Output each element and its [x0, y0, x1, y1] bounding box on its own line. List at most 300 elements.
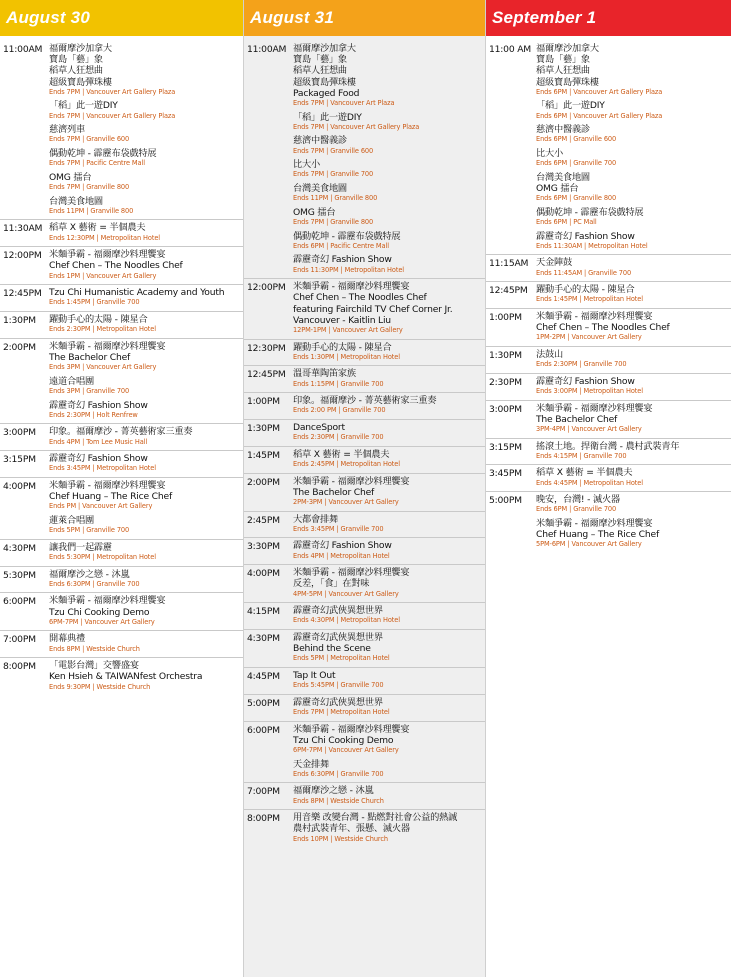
event-meta: Ends 6:30PM | Granville 700 [49, 579, 140, 588]
time-slot [244, 420, 485, 447]
event-title: 福爾摩沙加拿大 [49, 43, 112, 54]
event-meta: Ends 3PM | Vancouver Art Gallery [49, 363, 157, 372]
event-title: 米麵爭霸 - 福爾摩沙料理饗宴 [49, 479, 166, 491]
event-meta: Ends 3:45PM | Metropolitan Hotel [49, 464, 156, 473]
event-title: 福爾摩沙加拿大 [536, 43, 599, 54]
slot-events [293, 724, 485, 780]
event-item [49, 376, 243, 396]
event-meta: Ends 4:15PM | Granville 700 [536, 451, 627, 460]
day-header: August 30 [0, 0, 243, 36]
event-item [293, 540, 485, 560]
slot-time: 7:00PM [3, 634, 36, 646]
event-item [536, 467, 731, 487]
slot-time: 7:00PM [247, 786, 280, 798]
event-item [49, 480, 243, 511]
slot-events [536, 494, 731, 550]
event-meta: Ends 11PM | Granville 800 [293, 194, 378, 203]
slot-events [49, 249, 243, 281]
slot-events [293, 342, 485, 363]
event-meta: 6PM-7PM | Vancouver Art Gallery [49, 617, 155, 626]
slot-time: 12:45PM [3, 288, 42, 300]
event-item [536, 124, 731, 144]
time-slot [0, 631, 243, 658]
slot-time: 11:30AM [3, 223, 43, 235]
event-meta: Ends 8PM | Westside Church [49, 644, 140, 653]
slot-time: 1:30PM [3, 314, 36, 326]
time-slot [486, 439, 731, 466]
time-slot [244, 565, 485, 603]
event-item [536, 494, 731, 514]
event-meta: Ends 1:15PM | Granville 700 [293, 379, 384, 388]
event-title: 農村武裝青年、張懸、滅火器 [293, 823, 410, 835]
slot-time: 11:00 AM [489, 44, 532, 55]
event-item [49, 426, 243, 446]
event-title: 比大小 [293, 159, 320, 171]
event-title: Tap It Out [293, 669, 336, 681]
day-column-sep-1 [486, 0, 731, 977]
event-item [293, 281, 485, 334]
event-title: 超級寶島彈珠樓 [536, 76, 599, 88]
event-item [49, 172, 243, 192]
event-title: 福爾摩沙加拿大 [293, 43, 356, 54]
event-item [536, 441, 731, 461]
slot-time: 4:30PM [247, 632, 280, 644]
time-slot [486, 465, 731, 492]
time-slot [0, 567, 243, 594]
time-slot [0, 540, 243, 567]
time-slot [486, 282, 731, 309]
event-title: 「稻」此一遊DIY [293, 111, 362, 123]
event-title: 印象。福爾摩沙 - 菁英藝術家三重奏 [293, 395, 437, 407]
event-meta: Ends 9:30PM | Westside Church [49, 682, 151, 691]
event-meta: 4PM-5PM | Vancouver Art Gallery [293, 589, 399, 598]
event-title: 超級寶島彈珠樓 [293, 76, 356, 88]
event-meta: Ends 7PM | Granville 700 [293, 170, 374, 179]
event-meta: Ends 6PM | Granville 700 [536, 159, 617, 168]
event-title: 米麵爭霸 - 福爾摩沙料理饗宴 [536, 310, 653, 322]
slot-time: 8:00PM [247, 813, 280, 825]
time-slot [244, 630, 485, 668]
event-title: 「稻」此一遊DIY [49, 100, 118, 112]
event-meta: Ends 2:45PM | Metropolitan Hotel [293, 459, 400, 468]
event-title: 偶動乾坤 - 霹靂布袋戲特展 [49, 148, 157, 159]
slot-time: 12:45PM [247, 369, 286, 381]
slot-events [293, 605, 485, 626]
event-item [536, 257, 731, 277]
time-slot [0, 451, 243, 478]
event-title: 偶動乾坤 - 霹靂布袋戲特展 [293, 230, 401, 242]
event-title: 米麵爭霸 - 福爾摩沙料理饗宴 [536, 517, 653, 529]
time-slot [244, 366, 485, 393]
event-title: OMG 擂台 [293, 206, 336, 218]
event-title: 稻草 X 藝術 = 半個農夫 [536, 467, 633, 479]
event-title: 霹靂奇幻 Fashion Show [49, 453, 148, 465]
time-slot [486, 41, 731, 255]
event-item [293, 342, 485, 362]
event-meta: Ends 7PM | Granville 600 [293, 146, 374, 155]
event-meta: Ends 1:30PM | Metropolitan Hotel [293, 352, 400, 361]
event-title: The Bachelor Chef [49, 351, 131, 363]
event-item [536, 284, 731, 304]
event-item [293, 476, 485, 507]
time-slot [244, 393, 485, 420]
event-meta: 5PM-6PM | Vancouver Art Gallery [536, 540, 642, 549]
event-meta: Ends 7PM | Vancouver Art Gallery Plaza [49, 87, 176, 96]
event-meta: Ends 7PM | Vancouver Art Gallery Plaza [293, 122, 420, 131]
time-slot [0, 339, 243, 425]
time-slot [244, 783, 485, 810]
time-slot [0, 220, 243, 247]
slot-events [536, 257, 731, 278]
time-slot [486, 309, 731, 347]
slot-time: 1:00PM [247, 396, 280, 408]
event-title: Chef Huang – The Rice Chef [49, 491, 172, 503]
time-slot [486, 401, 731, 439]
event-meta: Ends 4:45PM | Metropolitan Hotel [536, 478, 643, 487]
time-slot [244, 810, 485, 847]
event-meta: Ends 6PM | Granville 800 [536, 194, 617, 203]
event-item [293, 231, 485, 251]
event-meta: Ends 7PM | Vancouver Art Gallery Plaza [49, 111, 176, 120]
event-item [49, 249, 243, 280]
slot-time: 6:00PM [3, 596, 36, 608]
slot-time: 3:15PM [489, 441, 522, 453]
event-meta: Ends 7PM | Granville 800 [293, 218, 374, 226]
event-title: 溫哥華陶笛家族 [293, 368, 356, 380]
event-meta: Ends 3:45PM | Granville 700 [293, 524, 384, 533]
time-slot [244, 447, 485, 474]
slot-events [49, 314, 243, 335]
slot-events [536, 467, 731, 488]
slot-events [293, 540, 485, 561]
event-title: 搖滾土地。捍衛台灣 - 農村武裝青年 [536, 440, 680, 452]
slot-events [536, 43, 731, 251]
slot-time: 12:45PM [489, 285, 528, 297]
event-title: 慈濟中醫義診 [293, 135, 347, 147]
event-title: 超級寶島彈珠樓 [49, 76, 112, 88]
event-title: Ken Hsieh & TAIWANfest Orchestra [49, 671, 203, 683]
event-title: 讓我們一起霹靂 [49, 541, 112, 553]
day-header: September 1 [486, 0, 731, 36]
event-item [49, 124, 243, 144]
day-header: August 31 [244, 0, 485, 36]
event-item [293, 670, 485, 690]
event-item [49, 595, 243, 626]
time-slot [244, 474, 485, 512]
event-item [293, 449, 485, 469]
event-title: 台灣美食地圖 [49, 195, 103, 207]
event-meta: Ends 5:45PM | Granville 700 [293, 681, 384, 690]
event-title: 霹靂奇幻 Fashion Show [49, 399, 148, 411]
event-title: 米麵爭霸 - 福爾摩沙料理饗宴 [293, 281, 410, 293]
slot-events [49, 43, 243, 216]
slot-events [536, 441, 731, 462]
event-meta: Ends 6:30PM | Granville 700 [293, 769, 384, 778]
event-item [293, 785, 485, 805]
event-item [49, 196, 243, 216]
slot-events [49, 287, 243, 308]
event-item [293, 183, 485, 203]
event-meta: Ends 2:30PM | Holt Renfrew [49, 410, 138, 419]
slot-time: 1:00PM [489, 311, 522, 323]
time-slot [244, 512, 485, 539]
event-item [536, 231, 731, 251]
event-title: 用音樂 改變台灣 - 點燃對社會公益的熱誠 [293, 812, 458, 824]
event-item [293, 254, 485, 274]
event-title: 米麵爭霸 - 福爾摩沙料理饗宴 [293, 567, 410, 579]
event-title: 台灣美食地圖 [293, 183, 347, 194]
event-title: 福爾摩沙之戀 - 沐嵐 [49, 568, 130, 580]
event-title: Chef Chen – The Noodles Chef [293, 292, 427, 304]
slot-time: 12:00PM [3, 250, 42, 262]
event-item [49, 542, 243, 562]
event-item [293, 697, 485, 717]
time-slot [244, 538, 485, 565]
slot-time: 4:30PM [3, 542, 36, 554]
time-slot [244, 668, 485, 695]
slot-events [293, 422, 485, 443]
time-slot [486, 492, 731, 553]
slot-events [293, 812, 485, 844]
slot-time: 1:45PM [247, 449, 280, 461]
day-column-aug-31 [243, 0, 486, 977]
event-title: 稻草 X 藝術 = 半個農夫 [293, 448, 390, 460]
event-item [293, 605, 485, 625]
slot-time: 3:45PM [489, 468, 522, 480]
event-title: 福爾摩沙之戀 - 沐嵐 [293, 785, 374, 797]
event-item [293, 567, 485, 598]
slot-events [293, 697, 485, 718]
time-slot [0, 285, 243, 312]
slot-time: 12:00PM [247, 282, 286, 294]
time-slot [244, 695, 485, 722]
event-title: 霹靂奇幻 Fashion Show [293, 254, 392, 266]
event-meta: Ends 2:30PM | Granville 700 [293, 433, 384, 442]
event-item [293, 159, 485, 179]
slot-time: 2:00PM [247, 476, 280, 488]
event-meta: Ends 11:30AM | Metropolitan Hotel [536, 241, 648, 250]
event-item [536, 311, 731, 342]
slot-events [293, 43, 485, 275]
event-meta: Ends 1:45PM | Metropolitan Hotel [536, 295, 643, 304]
slot-time: 1:30PM [247, 422, 280, 434]
event-meta: Ends 7PM | Vancouver Art Plaza [293, 99, 395, 108]
event-item [536, 172, 731, 203]
event-meta: Ends 1:45PM | Granville 700 [49, 298, 140, 307]
slot-time: 4:00PM [3, 480, 36, 492]
event-title: 比大小 [536, 148, 563, 159]
event-meta: 1PM-2PM | Vancouver Art Gallery [536, 333, 642, 342]
event-meta: Ends 6PM | Vancouver Art Gallery Plaza [536, 87, 663, 96]
event-item [293, 43, 485, 108]
slot-events [293, 514, 485, 535]
event-title: 慈濟中醫義診 [536, 124, 590, 136]
slot-time: 5:00PM [489, 495, 522, 507]
time-slot [244, 340, 485, 367]
time-slot [486, 374, 731, 401]
slot-time: 2:00PM [3, 341, 36, 353]
event-item [49, 43, 243, 96]
event-title: 印象。福爾摩沙 - 菁英藝術家三重奏 [49, 426, 193, 438]
slot-events [49, 569, 243, 590]
slot-time: 2:30PM [489, 376, 522, 388]
slot-events [49, 453, 243, 474]
event-meta: Ends 7PM | Pacific Centre Mall [49, 159, 145, 168]
event-item [293, 135, 485, 155]
event-title: 寶島「藝」象 [49, 54, 103, 66]
event-title: 稻草 X 藝術 = 半個農夫 [49, 222, 146, 234]
time-slot [0, 658, 243, 695]
event-title: 偶動乾坤 - 霹靂布袋戲特展 [536, 206, 644, 218]
event-meta: Ends 1PM | Vancouver Art Gallery [49, 271, 157, 280]
slot-time: 4:45PM [247, 670, 280, 682]
event-title: OMG 擂台 [49, 171, 92, 183]
event-title: Tzu Chi Cooking Demo [293, 734, 394, 746]
slot-events [49, 222, 243, 243]
time-slot [0, 593, 243, 631]
event-meta: Ends 6PM | Pacific Centre Mall [293, 241, 389, 250]
slot-events [536, 349, 731, 370]
slot-time: 2:45PM [247, 514, 280, 526]
event-item [49, 400, 243, 420]
event-title: 寶島「藝」象 [536, 54, 590, 66]
event-meta: Ends 11:45AM | Granville 700 [536, 268, 632, 277]
event-item [293, 759, 485, 779]
slot-time: 11:00AM [3, 44, 43, 55]
event-title: DanceSport [293, 421, 345, 433]
slot-events [536, 311, 731, 343]
slot-events [293, 449, 485, 470]
event-meta: Ends 8PM | Westside Church [293, 796, 384, 805]
slot-events [293, 567, 485, 599]
event-item [293, 207, 485, 227]
event-item [536, 376, 731, 396]
event-item [536, 518, 731, 549]
time-slot [486, 347, 731, 374]
event-title: Packaged Food [293, 87, 360, 99]
event-title: Chef Chen – The Noodles Chef [536, 322, 670, 334]
slot-events [49, 633, 243, 654]
slot-time: 5:30PM [3, 569, 36, 581]
time-slot [244, 41, 485, 279]
event-item [49, 515, 243, 535]
event-item [536, 403, 731, 434]
event-title: 米麵爭霸 - 福爾摩沙料理饗宴 [49, 340, 166, 352]
time-slot [0, 424, 243, 451]
schedule-list [0, 36, 243, 695]
slot-time: 3:15PM [3, 454, 36, 466]
event-title: 寶島「藝」象 [293, 54, 347, 66]
event-meta: Ends 11:30PM | Metropolitan Hotel [293, 265, 405, 274]
event-meta: Ends 4:30PM | Metropolitan Hotel [293, 616, 400, 625]
event-title: OMG 擂台 [536, 183, 579, 194]
time-slot [0, 41, 243, 220]
event-meta: 6PM-7PM | Vancouver Art Gallery [293, 745, 399, 754]
event-title: 天金陣鼓 [536, 257, 572, 269]
event-item [293, 514, 485, 534]
event-item [49, 222, 243, 242]
event-meta: Ends 5:30PM | Metropolitan Hotel [49, 552, 156, 561]
event-meta: Ends 12:30PM | Metropolitan Hotel [49, 233, 161, 242]
event-meta: Ends 6PM | Granville 600 [536, 135, 617, 144]
event-item [49, 148, 243, 168]
event-title: 「電影台灣」交響盛宴 [49, 660, 139, 672]
event-item [293, 112, 485, 132]
event-title: 霹靂奇幻武俠異想世界 [293, 605, 383, 617]
event-title: 米麵爭霸 - 福爾摩沙料理饗宴 [49, 249, 166, 261]
event-meta: Ends 4PM | Tom Lee Music Hall [49, 437, 148, 446]
event-title: 霹靂奇幻武俠異想世界 [293, 696, 383, 708]
event-title: 大都會排舞 [293, 513, 338, 525]
time-slot [244, 603, 485, 630]
schedule-list [244, 36, 485, 847]
event-title: 稻草人狂想曲 [49, 65, 103, 77]
event-title: 開幕典禮 [49, 633, 85, 645]
event-title: 反差，「食」在對味 [293, 578, 370, 590]
event-title: 天金排舞 [293, 758, 329, 770]
time-slot [0, 247, 243, 285]
event-title: 稻草人狂想曲 [293, 65, 347, 77]
time-slot [486, 255, 731, 282]
event-title: 霹靂奇幻 Fashion Show [293, 540, 392, 552]
event-meta: Ends 3PM | Granville 700 [49, 386, 130, 395]
event-meta: Ends 7PM | Granville 600 [49, 135, 130, 144]
slot-events [293, 785, 485, 806]
slot-events [293, 670, 485, 691]
slot-time: 12:30PM [247, 342, 286, 354]
slot-time: 4:00PM [247, 568, 280, 580]
time-slot [244, 279, 485, 339]
event-title: Tzu Chi Humanistic Academy and Youth [49, 287, 225, 299]
event-item [293, 812, 485, 843]
schedule-list [486, 36, 731, 553]
event-title: 晚安，台灣! - 滅火器 [536, 494, 620, 506]
event-title: 蓮萊合唱團 [49, 514, 94, 526]
slot-events [49, 341, 243, 421]
event-meta: Ends PM | Vancouver Art Gallery [49, 502, 153, 511]
slot-events [536, 284, 731, 305]
event-item [536, 43, 731, 96]
event-title: 台灣美食地圖 [536, 171, 590, 183]
time-slot [0, 312, 243, 339]
event-item [293, 632, 485, 663]
event-title: featuring Fairchild TV Chef Corner Jr. [293, 303, 453, 315]
event-item [293, 422, 485, 442]
event-meta: 2PM-3PM | Vancouver Art Gallery [293, 497, 399, 506]
slot-time: 6:00PM [247, 724, 280, 736]
slot-events [49, 660, 243, 692]
event-title: 米麵爭霸 - 福爾摩沙料理饗宴 [49, 595, 166, 607]
event-item [536, 349, 731, 369]
event-meta: Ends 5PM | Metropolitan Hotel [293, 654, 390, 663]
event-title: 米麵爭霸 - 福爾摩沙料理饗宴 [293, 723, 410, 735]
event-meta: Ends 2:30PM | Granville 700 [536, 360, 627, 369]
slot-events [536, 403, 731, 435]
event-meta: Ends 6PM | Vancouver Art Gallery Plaza [536, 111, 663, 120]
event-title: Behind the Scene [293, 643, 371, 655]
slot-events [293, 476, 485, 508]
event-item [49, 100, 243, 120]
slot-time: 3:00PM [3, 427, 36, 439]
slot-events [536, 376, 731, 397]
event-item [49, 660, 243, 691]
event-title: 霹靂奇幻 Fashion Show [536, 375, 635, 387]
event-title: Tzu Chi Cooking Demo [49, 606, 150, 618]
event-title: 米麵爭霸 - 福爾摩沙料理饗宴 [536, 402, 653, 414]
event-title: 遠道合唱團 [49, 375, 94, 387]
event-title: 霹靂奇幻武俠異想世界 [293, 631, 383, 643]
slot-events [293, 395, 485, 416]
